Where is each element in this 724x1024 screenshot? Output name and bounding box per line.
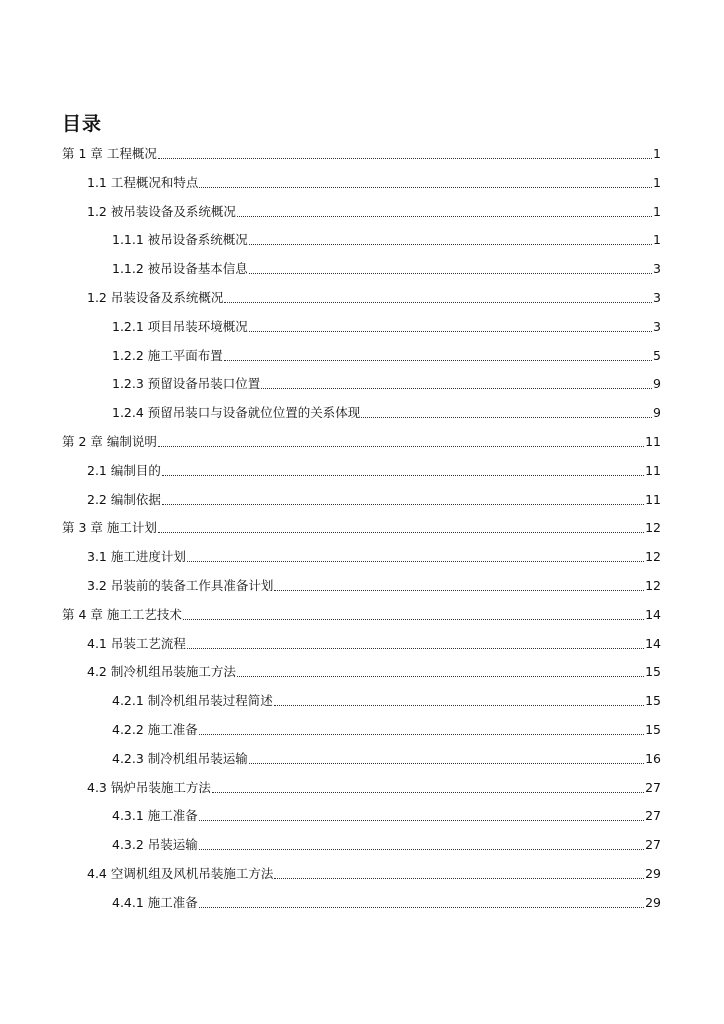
- toc-page-number: 1: [653, 146, 661, 161]
- toc-page-number: 15: [645, 693, 661, 709]
- dot-leader: [199, 733, 644, 735]
- toc-entry-text: 第 3 章 施工计划: [62, 520, 157, 536]
- toc-entry-text: 4.3.2 吊装运输: [112, 837, 198, 853]
- toc-entry-text: 1.2.1 项目吊装环境概况: [112, 318, 248, 334]
- toc-page-number: 27: [645, 779, 661, 795]
- toc-entry-text: 1.1.1 被吊设备系统概况: [112, 232, 248, 248]
- toc-entry[interactable]: [87, 776, 661, 796]
- toc-entry[interactable]: [112, 401, 661, 421]
- toc-entry[interactable]: [112, 228, 661, 248]
- toc-entry[interactable]: [112, 372, 661, 392]
- toc-page-number: 11: [645, 434, 661, 449]
- dot-leader: [199, 186, 652, 188]
- toc-page-number: 12: [645, 520, 661, 536]
- toc-page-number: 1: [653, 232, 661, 248]
- toc-entry-text: 1.1.2 被吊设备基本信息: [112, 261, 248, 277]
- toc-entry-text: 第 2 章 编制说明: [62, 434, 157, 449]
- toc-entry[interactable]: [87, 545, 661, 565]
- toc-entry[interactable]: [87, 286, 661, 306]
- toc-page-number: 1: [653, 203, 661, 219]
- dot-leader: [162, 503, 644, 505]
- toc-page-number: 27: [645, 808, 661, 824]
- toc-page-number: 15: [645, 722, 661, 737]
- toc-entry[interactable]: [62, 142, 661, 162]
- dot-leader: [187, 560, 644, 562]
- dot-leader: [158, 445, 644, 447]
- toc-entry[interactable]: [112, 257, 661, 277]
- toc-entry-text: 4.1 吊装工艺流程: [87, 635, 186, 651]
- dot-leader: [274, 877, 644, 879]
- toc-page-number: 16: [645, 750, 661, 766]
- dot-leader: [199, 906, 644, 908]
- toc-entry[interactable]: [62, 516, 661, 536]
- toc-entry[interactable]: [87, 660, 661, 680]
- toc-entry-text: 4.2 制冷机组吊装施工方法: [87, 664, 236, 680]
- dot-leader: [249, 762, 644, 764]
- toc-entry[interactable]: [87, 574, 661, 594]
- toc-page-number: 9: [653, 376, 661, 392]
- dot-leader: [274, 704, 644, 706]
- toc-page-number: 11: [645, 462, 661, 478]
- toc-page-number: 12: [645, 549, 661, 565]
- toc-title: 目录: [62, 113, 103, 135]
- toc-entry-text: 1.2 被吊装设备及系统概况: [87, 203, 236, 219]
- toc-entry-text: 4.2.2 施工准备: [112, 722, 198, 737]
- toc-page-number: 1: [653, 174, 661, 190]
- toc-entry-text: 4.3 锅炉吊装施工方法: [87, 779, 211, 795]
- toc-page-number: 3: [653, 290, 661, 305]
- toc-entry-text: 第 4 章 施工工艺技术: [62, 606, 182, 622]
- toc-page-number: 27: [645, 837, 661, 853]
- dot-leader: [237, 215, 652, 217]
- dot-leader: [224, 301, 652, 303]
- toc-entry[interactable]: [87, 200, 661, 220]
- toc-entry-text: 1.2.2 施工平面布置: [112, 347, 223, 363]
- toc-entry[interactable]: [112, 689, 661, 709]
- toc-entry[interactable]: [112, 833, 661, 853]
- toc-page-number: 14: [645, 635, 661, 651]
- toc-entry-text: 第 1 章 工程概况: [62, 146, 157, 161]
- toc-entry-text: 1.1 工程概况和特点: [87, 174, 199, 190]
- toc-page-number: 29: [645, 894, 661, 910]
- toc-entry-text: 4.4.1 施工准备: [112, 894, 198, 910]
- toc-entry-text: 1.2.3 预留设备吊装口位置: [112, 376, 261, 392]
- toc-entry[interactable]: [62, 430, 661, 450]
- dot-leader: [199, 848, 644, 850]
- dot-leader: [199, 819, 644, 821]
- toc-entry-text: 1.2.4 预留吊装口与设备就位位置的关系体现: [112, 405, 361, 421]
- dot-leader: [162, 474, 644, 476]
- toc-entry-text: 4.3.1 施工准备: [112, 808, 198, 824]
- toc-page-number: 9: [653, 405, 661, 421]
- toc-entry[interactable]: [112, 747, 661, 767]
- toc-entry-text: 2.2 编制依据: [87, 491, 161, 507]
- dot-leader: [158, 157, 652, 159]
- toc-page-number: 14: [645, 606, 661, 622]
- toc-page-number: 3: [653, 318, 661, 334]
- toc-entry-text: 3.1 施工进度计划: [87, 549, 186, 565]
- toc-entry[interactable]: [112, 891, 661, 911]
- toc-page-number: 15: [645, 664, 661, 680]
- toc-entry[interactable]: [112, 718, 661, 738]
- dot-leader: [261, 387, 652, 389]
- dot-leader: [274, 589, 644, 591]
- toc-entry[interactable]: [87, 459, 661, 479]
- dot-leader: [249, 330, 652, 332]
- dot-leader: [224, 359, 652, 361]
- toc-entry[interactable]: [62, 603, 661, 623]
- dot-leader: [249, 243, 652, 245]
- toc-page-number: 11: [645, 491, 661, 507]
- toc-page-number: 29: [645, 866, 661, 881]
- toc-entry-text: 4.2.1 制冷机组吊装过程简述: [112, 693, 273, 709]
- toc-entry[interactable]: [87, 171, 661, 191]
- dot-leader: [212, 791, 644, 793]
- dot-leader: [361, 416, 652, 418]
- toc-page-number: 3: [653, 261, 661, 277]
- dot-leader: [158, 531, 644, 533]
- toc-entry[interactable]: [87, 632, 661, 652]
- toc-entry-text: 3.2 吊装前的装备工作具准备计划: [87, 578, 274, 593]
- toc-entry-text: 4.2.3 制冷机组吊装运输: [112, 750, 248, 766]
- toc-entry-text: 2.1 编制目的: [87, 462, 161, 478]
- toc-entry-text: 1.2 吊装设备及系统概况: [87, 290, 224, 305]
- dot-leader: [183, 618, 644, 620]
- toc-entry[interactable]: [112, 344, 661, 364]
- toc-entry[interactable]: [87, 862, 661, 882]
- dot-leader: [249, 272, 652, 274]
- toc-entry-text: 4.4 空调机组及风机吊装施工方法: [87, 866, 274, 881]
- toc-page-number: 5: [653, 347, 661, 363]
- dot-leader: [187, 647, 644, 649]
- toc-entry[interactable]: [112, 315, 661, 335]
- toc-entry[interactable]: [87, 488, 661, 508]
- toc-page-number: 12: [645, 578, 661, 593]
- toc-entry[interactable]: [112, 804, 661, 824]
- dot-leader: [237, 675, 644, 677]
